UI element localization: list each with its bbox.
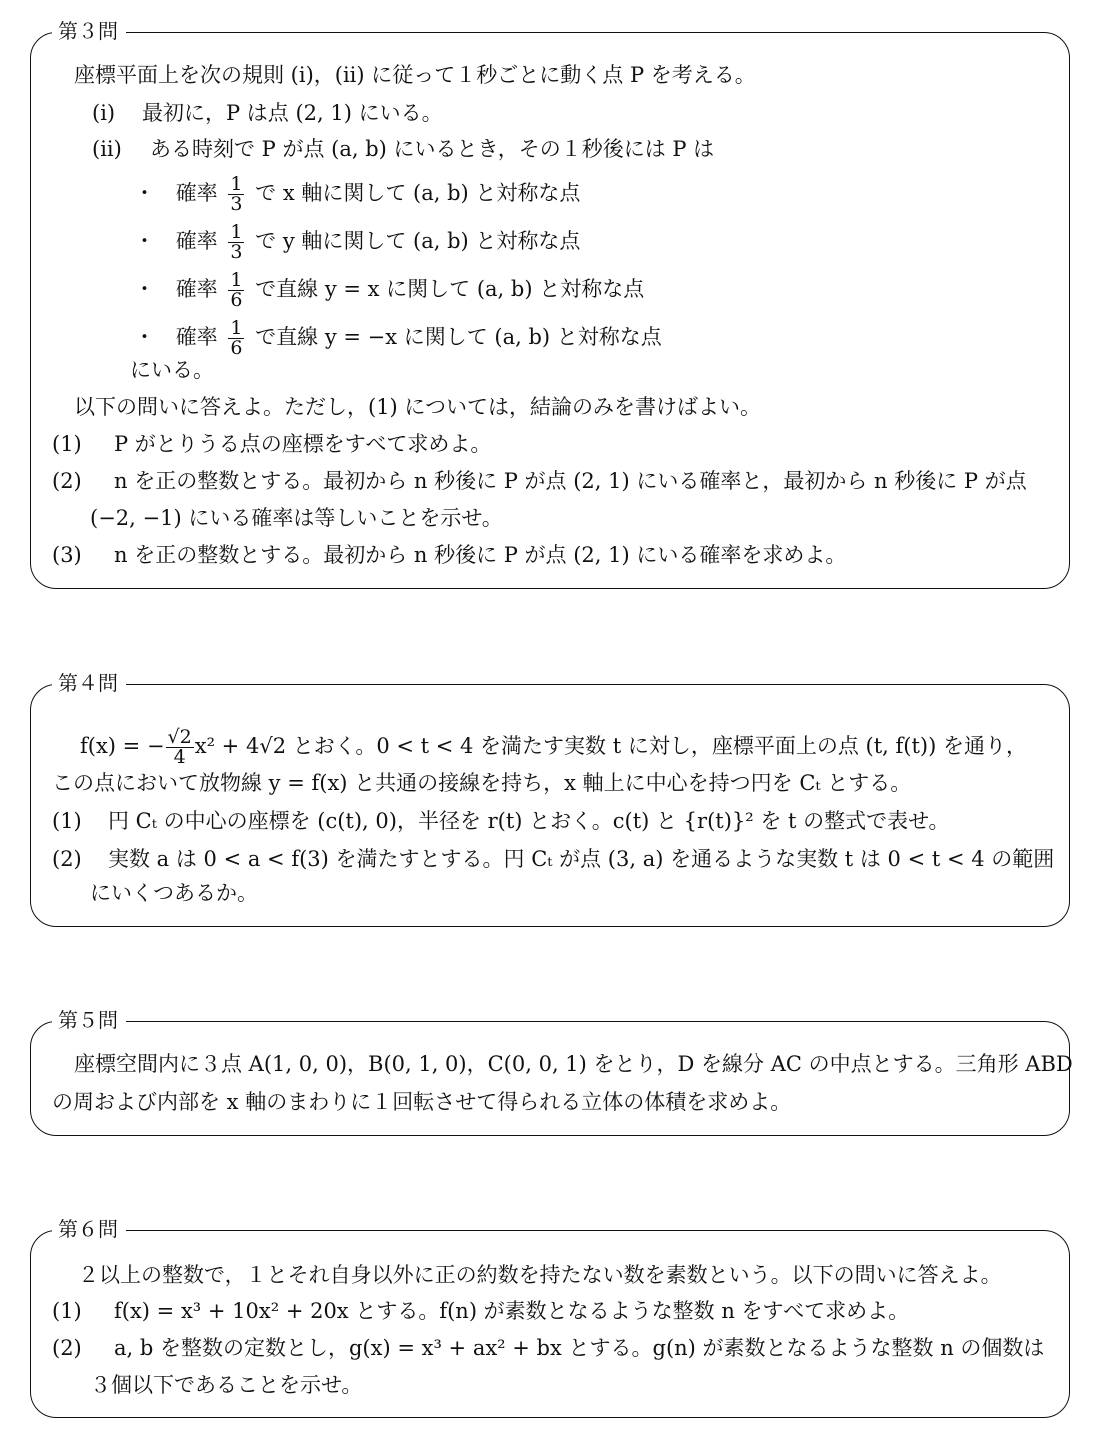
fraction-denominator: 3 bbox=[230, 193, 243, 215]
question-text: P がとりうる点の座標をすべて求めよ。 bbox=[114, 432, 492, 456]
probability-fraction bbox=[228, 319, 244, 358]
problem-label: 第３問 bbox=[52, 17, 126, 45]
bullet-prefix: 確率 bbox=[175, 181, 218, 205]
fraction-denominator: 3 bbox=[230, 241, 243, 263]
problem-6 bbox=[30, 1217, 1070, 1418]
question-text: a, b を整数の定数とし，g(x) = x³ + ax² + bx とする。g(n) が素数となるような整数 n の個数は bbox=[114, 1336, 1045, 1360]
problem-label: 第４問 bbox=[52, 669, 126, 697]
question-text: 実数 a は 0 < a < f(3) を満たすとする。円 Cₜ が点 (3, a) を通るような実数 t は 0 < t < 4 の範囲 bbox=[108, 847, 1055, 871]
bullet-mark: ・ bbox=[134, 325, 155, 349]
coefficient-fraction bbox=[166, 728, 194, 767]
probability-fraction bbox=[228, 223, 244, 262]
question-text: n を正の整数とする。最初から n 秒後に P が点 (2, 1) にいる確率と，最初から n 秒後に P が点 bbox=[114, 469, 1027, 493]
bullet-text: で x 軸に関して (a, b) と対称な点 bbox=[255, 181, 581, 205]
question-number: (2) bbox=[52, 469, 82, 493]
after-bullets-text: にいる。 bbox=[130, 358, 214, 382]
rule-ii-number: (ii) bbox=[92, 137, 122, 161]
question-number: (1) bbox=[52, 1299, 82, 1323]
problem-text: の周および内部を x 軸のまわりに１回転させて得られる立体の体積を求めよ。 bbox=[52, 1090, 792, 1114]
fraction-numerator: 1 bbox=[230, 221, 243, 243]
problem-intro: 座標平面上を次の規則 (i)，(ii) に従って１秒ごとに動く点 P を考える。 bbox=[74, 63, 756, 87]
problem-text: この点において放物線 y = f(x) と共通の接線を持ち，x 軸上に中心を持つ円を Cₜ とする。 bbox=[52, 771, 912, 795]
function-definition bbox=[80, 720, 1027, 772]
rule-ii-text: ある時刻で P が点 (a, b) にいるとき，その１秒後には P は bbox=[150, 137, 715, 161]
question-text-continued: にいくつあるか。 bbox=[90, 881, 258, 905]
problem-label: 第６問 bbox=[52, 1215, 126, 1243]
problem-instruction: 以下の問いに答えよ。ただし，(1) については，結論のみを書けばよい。 bbox=[74, 395, 761, 419]
rule-i-number: (i) bbox=[92, 101, 116, 125]
bullet-prefix: 確率 bbox=[175, 229, 218, 253]
question-text: 円 Cₜ の中心の座標を (c(t), 0)，半径を r(t) とおく。c(t) と {r(t)}² を t の整式で表せ。 bbox=[108, 809, 950, 833]
bullet-mark: ・ bbox=[134, 277, 155, 301]
problem-5 bbox=[30, 1008, 1073, 1136]
fraction-numerator: 1 bbox=[230, 317, 243, 339]
question-number: (1) bbox=[52, 809, 82, 833]
question-number: (1) bbox=[52, 432, 82, 456]
bullet-text: で y 軸に関して (a, b) と対称な点 bbox=[255, 229, 581, 253]
fraction-numerator: √2 bbox=[167, 726, 192, 748]
probability-fraction bbox=[228, 175, 244, 214]
fraction-numerator: 1 bbox=[230, 269, 243, 291]
question-text: n を正の整数とする。最初から n 秒後に P が点 (2, 1) にいる確率を求めよ。 bbox=[114, 543, 847, 567]
probability-fraction bbox=[228, 271, 244, 310]
problem-intro: ２以上の整数で，１とそれ自身以外に正の約数を持たない数を素数という。以下の問いに答えよ。 bbox=[78, 1263, 1002, 1287]
bullet-text: で直線 y = −x に関して (a, b) と対称な点 bbox=[255, 325, 662, 349]
bullet-item bbox=[134, 268, 644, 310]
function-lhs: f(x) = − bbox=[80, 734, 165, 758]
bullet-item bbox=[134, 316, 662, 358]
fraction-denominator: 4 bbox=[173, 746, 186, 768]
question-number: (2) bbox=[52, 847, 82, 871]
function-rhs: x² + 4√2 とおく。0 < t < 4 を満たす実数 t に対し，座標平面上の点 (t, f(t)) を通り， bbox=[194, 734, 1027, 758]
problem-text: 座標空間内に３点 A(1, 0, 0)，B(0, 1, 0)，C(0, 0, 1) をとり，D を線分 AC の中点とする。三角形 ABD bbox=[74, 1052, 1073, 1076]
fraction-denominator: 6 bbox=[230, 289, 243, 311]
problem-label: 第５問 bbox=[52, 1006, 126, 1034]
fraction-denominator: 6 bbox=[230, 337, 243, 359]
bullet-prefix: 確率 bbox=[175, 277, 218, 301]
fraction-numerator: 1 bbox=[230, 173, 243, 195]
bullet-item bbox=[134, 172, 580, 214]
bullet-text: で直線 y = x に関して (a, b) と対称な点 bbox=[255, 277, 645, 301]
bullet-prefix: 確率 bbox=[175, 325, 218, 349]
bullet-mark: ・ bbox=[134, 181, 155, 205]
rule-i-text: 最初に，P は点 (2, 1) にいる。 bbox=[142, 101, 443, 125]
question-text: f(x) = x³ + 10x² + 20x とする。f(n) が素数となるような整数 n をすべて求めよ。 bbox=[114, 1299, 910, 1323]
bullet-item bbox=[134, 220, 580, 262]
bullet-mark: ・ bbox=[134, 229, 155, 253]
question-text-continued: ３個以下であることを示せ。 bbox=[90, 1373, 363, 1397]
question-number: (3) bbox=[52, 543, 82, 567]
question-text-continued: (−2, −1) にいる確率は等しいことを示せ。 bbox=[90, 506, 503, 530]
problem-4 bbox=[30, 671, 1070, 927]
problem-3 bbox=[30, 19, 1070, 589]
question-number: (2) bbox=[52, 1336, 82, 1360]
